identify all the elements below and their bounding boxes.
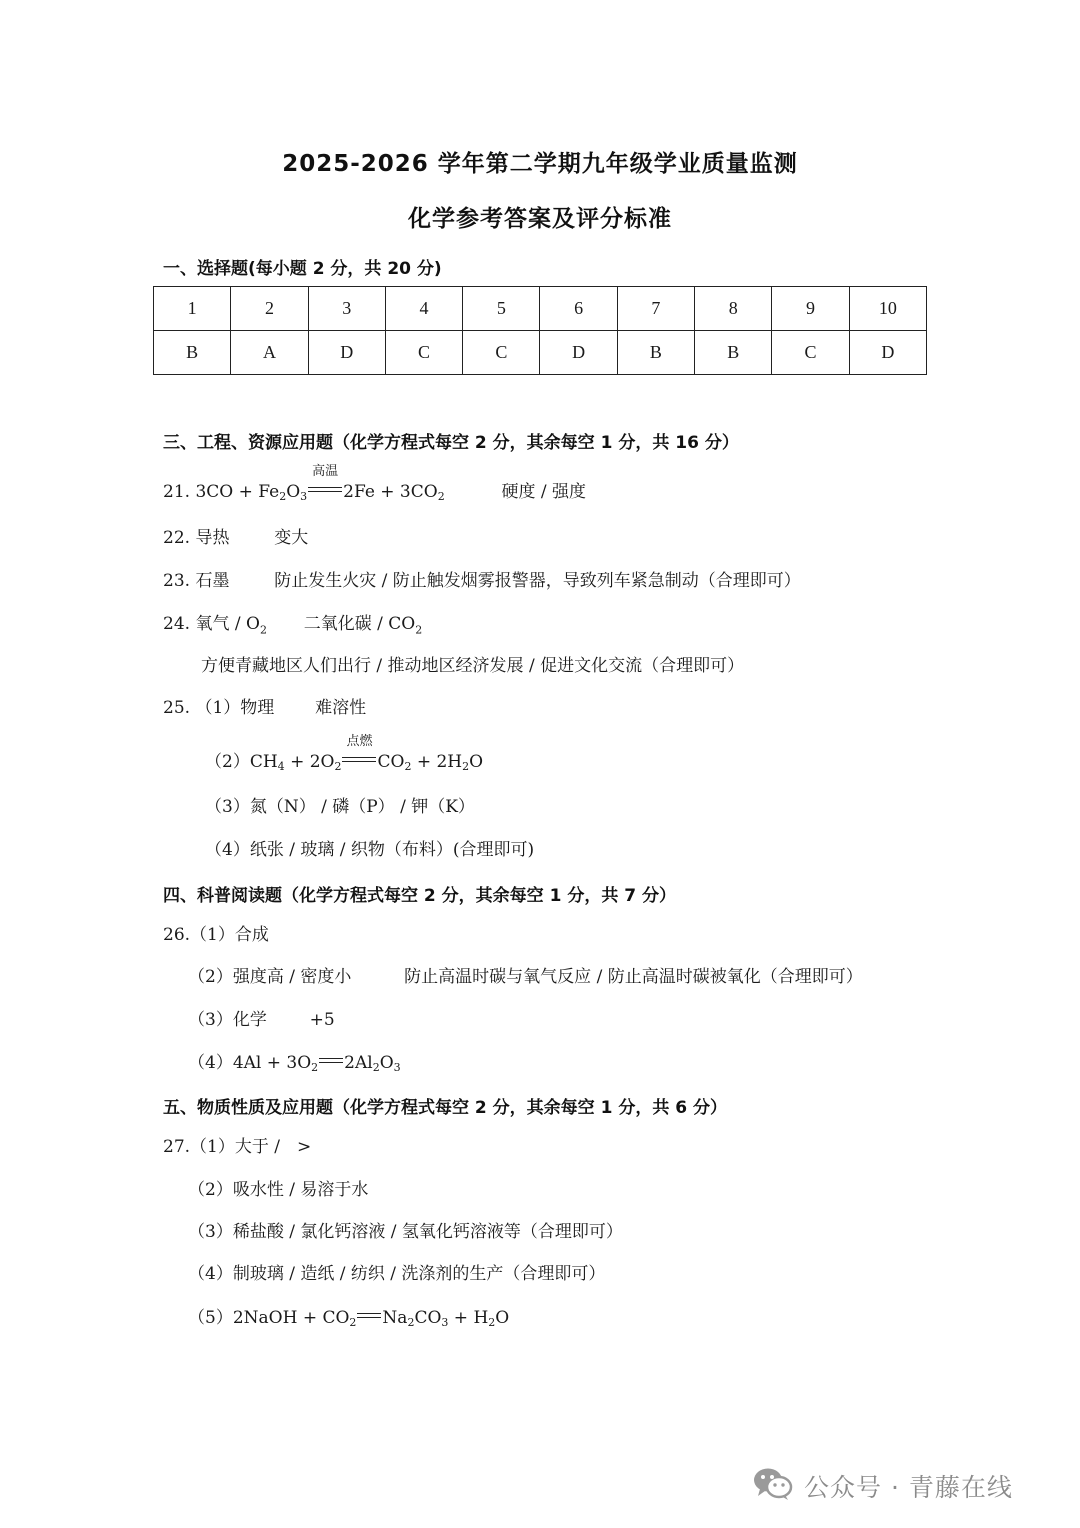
question-number: 23. [163, 571, 191, 591]
subscript: 4 [277, 760, 285, 773]
chem-equation [249, 734, 484, 774]
subscript: 2 [415, 623, 423, 637]
watermark-text: 公众号 · 青藤在线 [804, 1473, 1013, 1502]
formula-text: 3CO + Fe [195, 482, 280, 502]
question-24 [163, 612, 422, 642]
table-cell: 4 [385, 287, 462, 331]
answer-table [153, 286, 927, 375]
formula-text: CO [377, 752, 405, 772]
part-label: （4） [188, 1053, 233, 1073]
subscript: 2 [462, 760, 470, 773]
reaction-condition [308, 464, 342, 504]
table-row-numbers [154, 287, 927, 331]
part-label: （5） [188, 1308, 233, 1328]
reaction-condition [342, 734, 376, 774]
answer-text: 防止高温时碳与氧气反应 / 防止高温时碳被氧化（合理即可） [404, 967, 863, 987]
question-27-part5 [188, 1306, 509, 1330]
question-26-part2 [188, 965, 863, 989]
table-cell: 8 [695, 287, 772, 331]
table-cell: C [385, 331, 462, 375]
formula-text: CO [414, 1308, 442, 1328]
question-number: 24. [163, 614, 191, 634]
formula-text: 4Al + 3O [232, 1053, 312, 1073]
table-row-answers [154, 331, 927, 375]
question-number: 25. [163, 698, 191, 718]
formula-text: 2NaOH + CO [232, 1308, 350, 1328]
answer-text: 石墨 [195, 571, 230, 591]
part-label: （2） [205, 752, 250, 772]
table-cell: C [463, 331, 540, 375]
equals-sign [342, 757, 376, 762]
table-cell: 10 [849, 287, 926, 331]
formula-text: + 2O [284, 752, 335, 772]
table-cell: D [540, 331, 617, 375]
subscript: 2 [349, 1316, 357, 1329]
question-27-part2: （2）吸水性 / 易溶于水 [188, 1180, 369, 1200]
answer-text: （1）大于 / > [190, 1137, 312, 1157]
answer-text: 难溶性 [315, 698, 367, 718]
answer-text: 氧气 / O [195, 614, 260, 634]
question-22 [163, 526, 308, 550]
page-title: 2025-2026 学年第二学期九年级学业质量监测 [282, 151, 798, 177]
answer-text: 导热 [195, 528, 230, 548]
table-cell: 3 [308, 287, 385, 331]
table-cell: D [308, 331, 385, 375]
subscript: 3 [393, 1061, 401, 1074]
question-26 [163, 923, 269, 947]
answer-text: 变大 [274, 528, 309, 548]
question-number: 27. [163, 1137, 191, 1157]
question-number: 22. [163, 528, 191, 548]
subscript: 3 [441, 1316, 449, 1329]
table-cell: 7 [617, 287, 694, 331]
formula-text: + H [448, 1308, 489, 1328]
subscript: 2 [372, 1061, 380, 1074]
question-25-part2 [205, 734, 484, 774]
answer-text: 二氧化碳 / CO [303, 614, 416, 634]
question-25 [163, 696, 366, 720]
question-26-part4 [188, 1051, 401, 1075]
wechat-icon [752, 1465, 794, 1507]
table-cell: C [772, 331, 849, 375]
subscript: 2 [407, 1316, 415, 1329]
formula-text: O [286, 482, 301, 502]
question-24-line2: 方便青藏地区人们出行 / 推动地区经济发展 / 促进文化交流（合理即可） [201, 656, 745, 676]
formula-text: Na [382, 1308, 408, 1328]
table-cell: 6 [540, 287, 617, 331]
subscript: 2 [334, 760, 342, 773]
page-subtitle: 化学参考答案及评分标准 [408, 206, 672, 232]
table-cell: B [154, 331, 231, 375]
section-heading-reading: 四、科普阅读题（化学方程式每空 2 分，其余每空 1 分，共 7 分） [163, 886, 676, 906]
chem-equation [195, 464, 445, 504]
table-cell: B [617, 331, 694, 375]
question-25-part3: （3）氮（N） / 磷（P） / 钾（K） [205, 797, 475, 817]
equals-sign [308, 487, 342, 492]
question-number: 26. [163, 925, 191, 945]
question-21 [163, 464, 587, 504]
answer-text: （1）合成 [190, 925, 269, 945]
table-cell: 2 [231, 287, 308, 331]
reaction-condition [319, 1051, 343, 1075]
table-cell: 5 [463, 287, 540, 331]
condition-label: 点燃 [346, 734, 373, 749]
subscript: 3 [300, 490, 308, 503]
table-cell: A [231, 331, 308, 375]
formula-text: O [495, 1308, 510, 1328]
answer-text: 防止发生火灾 / 防止触发烟雾报警器，导致列车紧急制动（合理即可） [274, 571, 801, 591]
chem-equation [233, 1306, 509, 1330]
subscript: 2 [279, 490, 287, 503]
table-cell: B [695, 331, 772, 375]
question-27 [163, 1135, 311, 1159]
watermark [752, 1466, 1013, 1506]
formula-text: 2Fe + 3CO [343, 482, 438, 502]
question-23 [163, 569, 801, 593]
answer-text: （3）化学 [188, 1010, 267, 1030]
subscript: 2 [404, 760, 412, 773]
subscript: 2 [437, 490, 445, 503]
table-cell: 1 [154, 287, 231, 331]
condition-label: 高温 [312, 464, 339, 479]
answer-text: （2）强度高 / 密度小 [188, 967, 352, 987]
subscript: 2 [311, 1061, 319, 1074]
formula-text: O [469, 752, 484, 772]
formula-text: + 2H [411, 752, 463, 772]
question-26-part3 [188, 1008, 335, 1032]
formula-text: CH [249, 752, 278, 772]
question-25-part4: （4）纸张 / 玻璃 / 织物（布料）(合理即可) [205, 840, 535, 860]
subscript: 2 [259, 623, 267, 637]
section-heading-choice: 一、选择题(每小题 2 分，共 20 分) [163, 259, 442, 279]
answer-text: +5 [309, 1010, 335, 1030]
formula-text: O [379, 1053, 394, 1073]
question-27-part3: （3）稀盐酸 / 氯化钙溶液 / 氢氧化钙溶液等（合理即可） [188, 1222, 623, 1242]
table-cell: D [849, 331, 926, 375]
reaction-condition [357, 1306, 381, 1330]
table-cell: 9 [772, 287, 849, 331]
chem-equation [233, 1051, 401, 1075]
answer-text: （1）物理 [195, 698, 275, 718]
subscript: 2 [488, 1316, 496, 1329]
section-heading-engineering: 三、工程、资源应用题（化学方程式每空 2 分，其余每空 1 分，共 16 分） [163, 433, 739, 453]
equals-sign [319, 1058, 343, 1063]
question-27-part4: （4）制玻璃 / 造纸 / 纺织 / 洗涤剂的生产（合理即可） [188, 1264, 606, 1284]
section-heading-properties: 五、物质性质及应用题（化学方程式每空 2 分，其余每空 1 分，共 6 分） [163, 1098, 727, 1118]
answer-text: 硬度 / 强度 [501, 482, 587, 502]
formula-text: 2Al [344, 1053, 373, 1073]
equals-sign [357, 1313, 381, 1318]
question-number: 21. [163, 482, 191, 502]
